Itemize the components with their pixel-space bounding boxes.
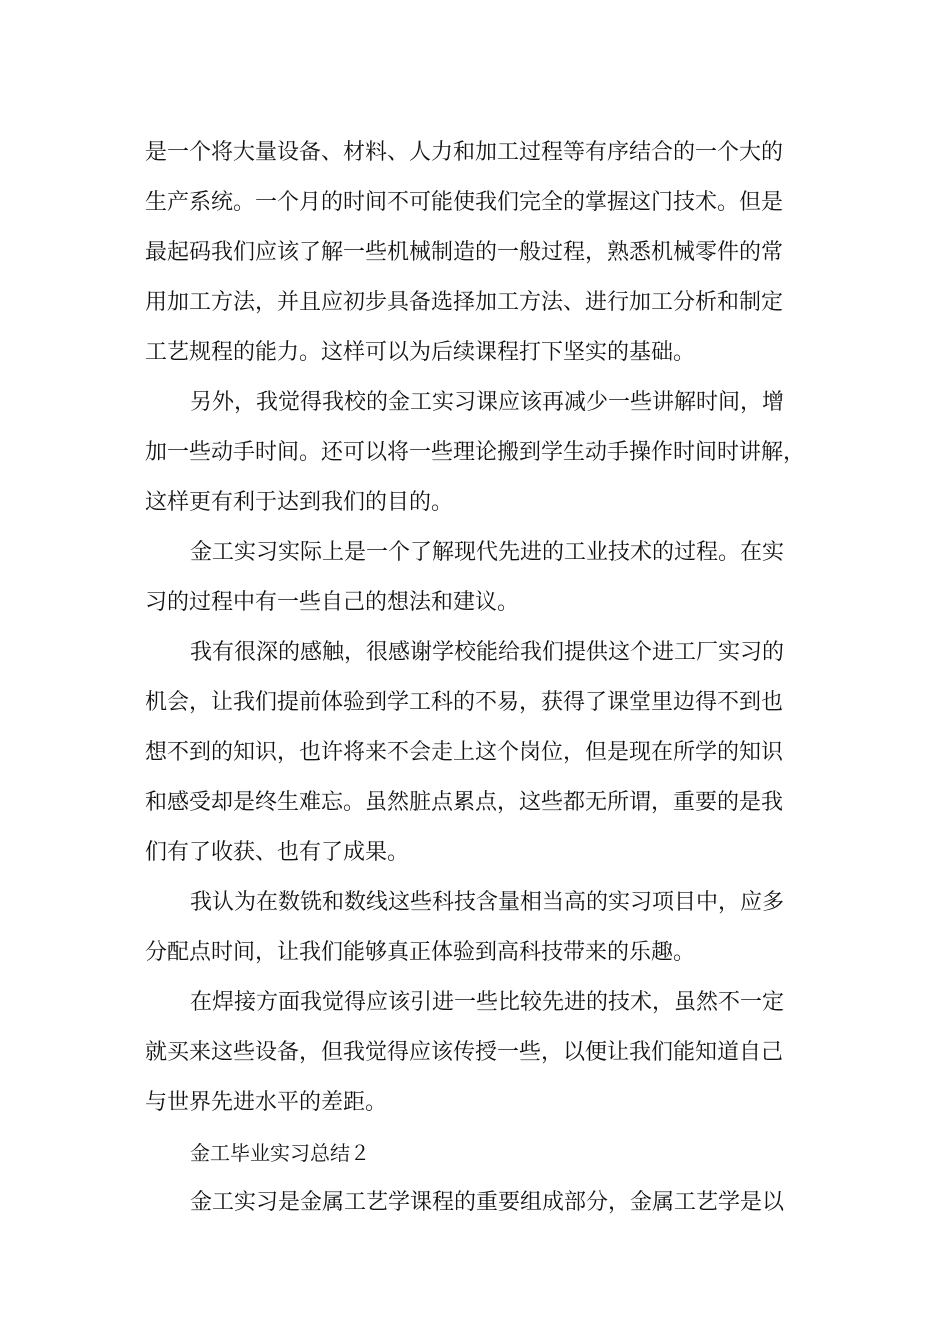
body-line-20: 与世界先进水平的差距。 [145, 1090, 388, 1115]
body-line-3: 最起码我们应该了解一些机械制造的一般过程，熟悉机械零件的常 [145, 240, 784, 265]
body-line-19: 就买来这些设备，但我觉得应该传授一些，以便让我们能知道自己 [145, 1040, 784, 1065]
body-line-18: 在焊接方面我觉得应该引进一些比较先进的技术，虽然不一定 [190, 990, 785, 1015]
body-line-12: 机会，让我们提前体验到学工科的不易，获得了课堂里边得不到也 [145, 690, 784, 715]
document-body [145, 128, 810, 1228]
body-line-13: 想不到的知识，也许将来不会走上这个岗位，但是现在所学的知识 [145, 740, 784, 765]
body-line-6: 另外，我觉得我校的金工实习课应该再减少一些讲解时间，增 [190, 390, 785, 415]
body-line-22: 金工实习是金属工艺学课程的重要组成部分，金属工艺学是以 [190, 1190, 785, 1215]
body-line-4: 用加工方法，并且应初步具备选择加工方法、进行加工分析和制定 [145, 290, 784, 315]
section-heading: 金工毕业实习总结２ [190, 1141, 370, 1165]
body-line-14: 和感受却是终生难忘。虽然脏点累点，这些都无所谓，重要的是我 [145, 790, 784, 815]
body-line-7: 加一些动手时间。还可以将一些理论搬到学生动手操作时间时讲解， [145, 440, 806, 465]
body-line-16: 我认为在数铣和数线这些科技含量相当高的实习项目中，应多 [190, 890, 785, 915]
body-line-11: 我有很深的感触，很感谢学校能给我们提供这个进工厂实习的 [190, 640, 785, 665]
body-line-1: 是一个将大量设备、材料、人力和加工过程等有序结合的一个大的 [145, 140, 784, 165]
body-line-17: 分配点时间，让我们能够真正体验到高科技带来的乐趣。 [145, 940, 696, 965]
body-line-5: 工艺规程的能力。这样可以为后续课程打下坚实的基础。 [145, 340, 696, 365]
body-line-15: 们有了收获、也有了成果。 [145, 840, 410, 865]
body-line-9: 金工实习实际上是一个了解现代先进的工业技术的过程。在实 [190, 540, 785, 565]
body-line-10: 习的过程中有一些自己的想法和建议。 [145, 590, 520, 615]
body-line-8: 这样更有利于达到我们的目的。 [145, 490, 454, 515]
body-line-2: 生产系统。一个月的时间不可能使我们完全的掌握这门技术。但是 [145, 190, 784, 215]
